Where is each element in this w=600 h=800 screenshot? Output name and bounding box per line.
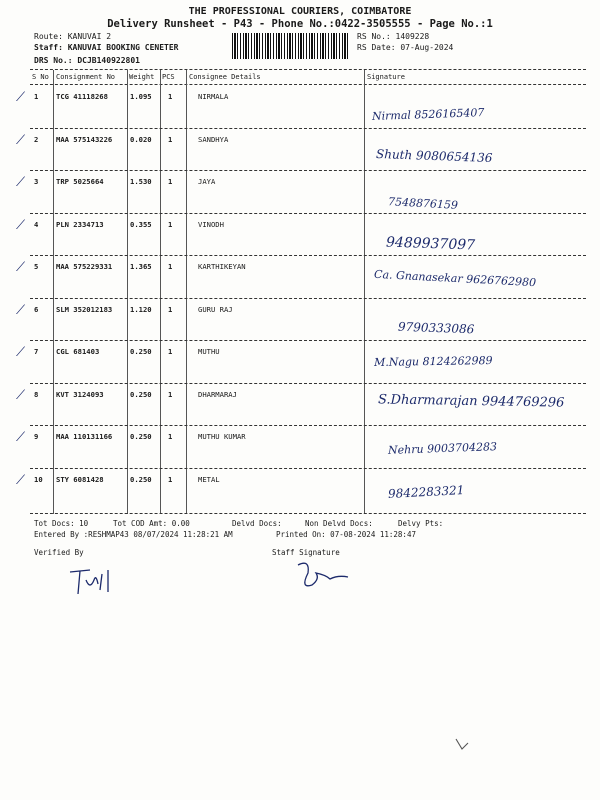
row-weight: 0.355 — [130, 219, 152, 229]
verified-by-label: Verified By — [34, 548, 84, 557]
row-serial-number: 7 — [34, 347, 39, 356]
row-weight: 1.095 — [130, 92, 152, 101]
col-divider — [53, 70, 54, 514]
delivery-points: Delvy Pts: — [398, 519, 444, 528]
check-mark-icon: ⟋ — [16, 472, 26, 488]
staff-label: Staff: KANUVAI BOOKING CENETER — [34, 43, 179, 52]
col-header-sno: S No — [32, 73, 49, 81]
row-consignment-number: PLN 2334713 — [56, 219, 104, 229]
row-serial-number: 8 — [34, 389, 39, 399]
row-consignment-number: MAA 575229331 — [56, 262, 113, 271]
row-pieces: 1 — [168, 134, 173, 144]
row-consignee-name: DHARMARAJ — [198, 389, 237, 399]
delivered-docs: Delvd Docs: — [232, 519, 282, 528]
row-pieces: 1 — [168, 389, 173, 399]
row-weight: 0.250 — [130, 432, 152, 441]
row-signature: M.Nagu 8124262989 — [373, 353, 493, 370]
runsheet-subtitle: Delivery Runsheet - P43 - Phone No.:0422-3505555 - Page No.:1 — [107, 18, 493, 30]
row-consignee-name: NIRMALA — [198, 92, 229, 101]
row-consignment-number: TCG 41118268 — [56, 92, 108, 101]
row-weight: 0.020 — [130, 134, 152, 144]
check-mark-icon: ⟋ — [16, 430, 26, 445]
row-consignee-name: VINODH — [198, 219, 224, 229]
row-serial-number: 2 — [34, 134, 39, 144]
row-divider — [30, 213, 586, 214]
row-consignment-number: TRP 5025664 — [56, 177, 104, 186]
row-consignee-name: GURU RAJ — [198, 304, 233, 314]
col-header-pcs: PCS — [162, 73, 175, 81]
col-divider — [186, 70, 187, 514]
row-signature: Nehru 9003704283 — [387, 440, 498, 457]
row-consignment-number: MAA 110131166 — [56, 432, 113, 441]
col-divider — [364, 70, 365, 514]
row-divider — [30, 340, 586, 341]
row-pieces: 1 — [168, 219, 173, 229]
col-header-signature: Signature — [367, 73, 405, 81]
row-serial-number: 3 — [34, 177, 39, 186]
row-pieces: 1 — [168, 347, 173, 356]
company-title: THE PROFESSIONAL COURIERS, COIMBATORE — [188, 6, 412, 17]
rs-number: RS No.: 1409228 — [357, 32, 430, 41]
staff-signature-mark — [290, 555, 360, 600]
row-serial-number: 9 — [34, 432, 39, 441]
row-signature: S.Dharmarajan 9944769296 — [377, 391, 565, 411]
row-signature: Nirmal 8526165407 — [371, 106, 485, 123]
check-mark-icon: ⟋ — [16, 260, 26, 275]
check-mark-icon: ⟋ — [16, 132, 26, 148]
total-cod-amount: Tot COD Amt: 0.00 — [113, 519, 190, 528]
table-top-rule — [30, 69, 586, 70]
barcode — [232, 33, 350, 59]
row-signature: Ca. Gnanasekar 9626762980 — [373, 267, 537, 290]
col-divider — [160, 70, 161, 514]
row-weight: 0.250 — [130, 389, 152, 399]
row-consignment-number: STY 6081428 — [56, 474, 104, 484]
row-consignee-name: METAL — [198, 474, 220, 484]
row-signature: 7548876159 — [387, 195, 459, 212]
check-mark-icon: ⟋ — [16, 345, 26, 360]
row-consignee-name: JAYA — [198, 177, 216, 186]
row-consignee-name: MUTHU KUMAR — [198, 432, 246, 441]
printed-on: Printed On: 07-08-2024 11:28:47 — [276, 530, 416, 539]
row-weight: 1.120 — [130, 304, 152, 314]
row-divider — [30, 128, 586, 129]
row-consignee-name: SANDHYA — [198, 134, 229, 144]
row-divider — [30, 255, 586, 256]
row-pieces: 1 — [168, 432, 173, 441]
drs-number: DRS No.: DCJB140922801 — [34, 56, 140, 65]
row-weight: 0.250 — [130, 347, 152, 356]
row-pieces: 1 — [168, 92, 173, 101]
entered-by: Entered By :RESHMAP43 08/07/2024 11:28:21 AM — [34, 530, 233, 539]
row-serial-number: 4 — [34, 219, 39, 229]
check-mark-icon: ⟋ — [16, 175, 26, 190]
page-scribble-mark — [452, 735, 472, 755]
staff-signature-label: Staff Signature — [272, 548, 340, 557]
row-serial-number: 6 — [34, 304, 39, 314]
row-pieces: 1 — [168, 474, 173, 484]
row-pieces: 1 — [168, 177, 173, 186]
total-docs: Tot Docs: 10 — [34, 519, 89, 528]
check-mark-icon: ⟋ — [16, 90, 26, 105]
row-divider — [30, 425, 586, 426]
row-weight: 0.250 — [130, 474, 152, 484]
route-label: Route: KANUVAI 2 — [34, 32, 112, 41]
row-weight: 1.530 — [130, 177, 152, 186]
row-serial-number: 10 — [34, 474, 43, 484]
check-mark-icon: ⟋ — [16, 387, 26, 403]
row-consignee-name: MUTHU — [198, 347, 220, 356]
check-mark-icon: ⟋ — [16, 217, 26, 233]
row-divider — [30, 298, 586, 299]
row-divider — [30, 383, 586, 384]
row-pieces: 1 — [168, 262, 173, 271]
row-consignment-number: SLM 352012183 — [56, 304, 113, 314]
row-weight: 1.365 — [130, 262, 152, 271]
row-signature: 9790333086 — [397, 319, 475, 336]
table-bottom-rule — [30, 513, 586, 514]
table-header-rule — [30, 84, 586, 85]
row-signature: 9842283321 — [387, 482, 465, 501]
col-header-weight: Weight — [129, 73, 155, 81]
row-pieces: 1 — [168, 304, 173, 314]
non-delivered-docs: Non Delvd Docs: — [305, 519, 373, 528]
verified-by-signature — [66, 560, 146, 600]
row-divider — [30, 468, 586, 469]
row-divider — [30, 170, 586, 171]
row-consignment-number: MAA 575143226 — [56, 134, 113, 144]
rs-date: RS Date: 07-Aug-2024 — [357, 43, 454, 52]
row-signature: Shuth 9080654136 — [375, 146, 493, 165]
row-serial-number: 5 — [34, 262, 39, 271]
row-consignment-number: KVT 3124093 — [56, 389, 104, 399]
check-mark-icon: ⟋ — [16, 302, 26, 318]
row-consignee-name: KARTHIKEYAN — [198, 262, 246, 271]
col-header-consignment: Consignment No — [56, 73, 116, 81]
col-header-consignee: Consignee Details — [189, 73, 261, 81]
row-signature: 9489937097 — [385, 233, 476, 254]
row-consignment-number: CGL 681403 — [56, 347, 100, 356]
col-divider — [127, 70, 128, 514]
row-serial-number: 1 — [34, 92, 39, 101]
